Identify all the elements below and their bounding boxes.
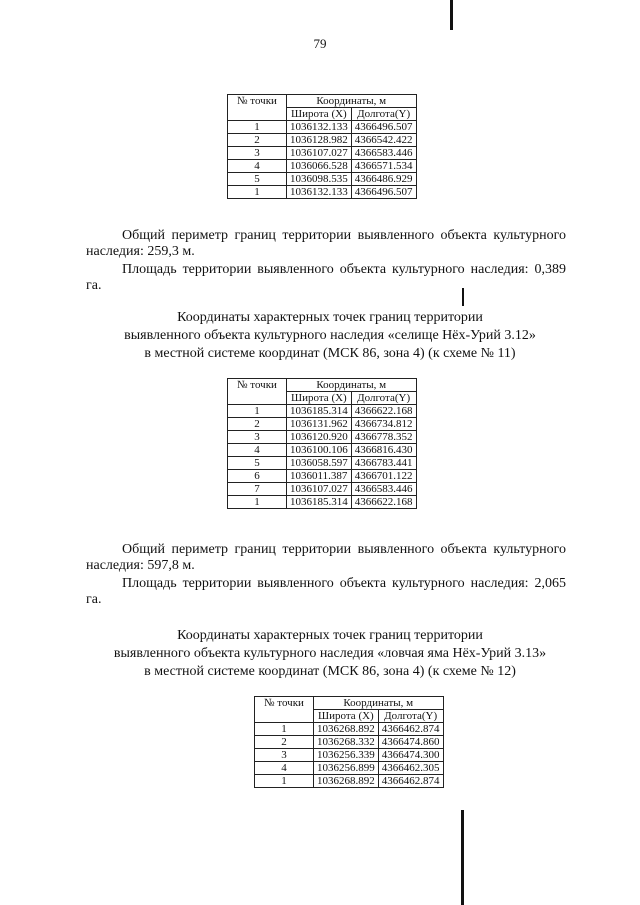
longitude-cell: 4366542.422 xyxy=(351,134,416,147)
longitude-cell: 4366462.305 xyxy=(378,762,443,775)
latitude-cell: 1036058.597 xyxy=(287,457,352,470)
section-heading-3-line-2: выявленного объекта культурного наследия «ловчая яма Нёх-Урий 3.13» xyxy=(113,646,547,661)
point-number-cell: 1 xyxy=(228,496,287,509)
longitude-cell: 4366622.168 xyxy=(351,496,416,509)
point-number-cell: 5 xyxy=(228,457,287,470)
point-number-cell: 6 xyxy=(228,470,287,483)
latitude-cell: 1036185.314 xyxy=(287,496,352,509)
header-coordinates: Координаты, м xyxy=(287,379,417,392)
longitude-cell: 4366778.352 xyxy=(351,431,416,444)
header-longitude: Долгота(Y) xyxy=(351,392,416,405)
table-row xyxy=(228,134,417,147)
longitude-cell: 4366783.441 xyxy=(351,457,416,470)
table-row xyxy=(228,496,417,509)
point-number-cell: 5 xyxy=(228,173,287,186)
table-row xyxy=(255,762,444,775)
table-row xyxy=(228,121,417,134)
latitude-cell: 1036256.899 xyxy=(314,762,379,775)
table-row xyxy=(228,160,417,173)
coordinates-table-3 xyxy=(254,696,444,788)
area-text-1: Площадь территории выявленного объекта культурного наследия: 0,389 га. xyxy=(86,262,566,293)
header-latitude: Широта (X) xyxy=(287,108,352,121)
section-heading-2-line-2: выявленного объекта культурного наследия «селище Нёх-Урий 3.12» xyxy=(124,328,536,343)
latitude-cell: 1036185.314 xyxy=(287,405,352,418)
table-row xyxy=(228,418,417,431)
point-number-cell: 1 xyxy=(255,775,314,788)
longitude-cell: 4366734.812 xyxy=(351,418,416,431)
header-longitude: Долгота(Y) xyxy=(351,108,416,121)
latitude-cell: 1036128.982 xyxy=(287,134,352,147)
header-coordinates: Координаты, м xyxy=(287,95,417,108)
point-number-cell: 2 xyxy=(228,134,287,147)
longitude-cell: 4366496.507 xyxy=(351,186,416,199)
header-latitude: Широта (X) xyxy=(314,710,379,723)
scan-artifact-top xyxy=(450,0,453,30)
section-heading-3-line-3: в местной системе координат (МСК 86, зона 4) (к схеме № 12) xyxy=(144,664,516,679)
longitude-cell: 4366583.446 xyxy=(351,483,416,496)
table-row xyxy=(228,457,417,470)
longitude-cell: 4366462.874 xyxy=(378,723,443,736)
header-latitude: Широта (X) xyxy=(287,392,352,405)
table-row xyxy=(228,431,417,444)
point-number-cell: 3 xyxy=(255,749,314,762)
table-row xyxy=(228,147,417,160)
latitude-cell: 1036011.387 xyxy=(287,470,352,483)
point-number-cell: 4 xyxy=(228,444,287,457)
point-number-cell: 3 xyxy=(228,431,287,444)
page-number: 79 xyxy=(313,36,327,51)
longitude-cell: 4366474.300 xyxy=(378,749,443,762)
point-number-cell: 1 xyxy=(228,121,287,134)
latitude-cell: 1036132.133 xyxy=(287,121,352,134)
area-text-2: Площадь территории выявленного объекта культурного наследия: 2,065 га. xyxy=(86,576,566,607)
coordinates-table-2 xyxy=(227,378,417,509)
table-row xyxy=(228,405,417,418)
longitude-cell: 4366622.168 xyxy=(351,405,416,418)
latitude-cell: 1036132.133 xyxy=(287,186,352,199)
latitude-cell: 1036107.027 xyxy=(287,483,352,496)
latitude-cell: 1036268.332 xyxy=(314,736,379,749)
table-row xyxy=(255,736,444,749)
longitude-cell: 4366816.430 xyxy=(351,444,416,457)
section-heading-3-line-1: Координаты характерных точек границ территории xyxy=(177,628,483,643)
longitude-cell: 4366571.534 xyxy=(351,160,416,173)
point-number-cell: 4 xyxy=(228,160,287,173)
header-point-number: № точки xyxy=(255,697,314,723)
table-row xyxy=(228,186,417,199)
point-number-cell: 1 xyxy=(228,405,287,418)
longitude-cell: 4366496.507 xyxy=(351,121,416,134)
latitude-cell: 1036256.339 xyxy=(314,749,379,762)
table-row xyxy=(228,173,417,186)
header-point-number: № точки xyxy=(228,95,287,121)
latitude-cell: 1036131.962 xyxy=(287,418,352,431)
section-heading-2-line-3: в местной системе координат (МСК 86, зона 4) (к схеме № 11) xyxy=(144,346,516,361)
latitude-cell: 1036107.027 xyxy=(287,147,352,160)
longitude-cell: 4366474.860 xyxy=(378,736,443,749)
table-row xyxy=(255,775,444,788)
longitude-cell: 4366701.122 xyxy=(351,470,416,483)
header-coordinates: Координаты, м xyxy=(314,697,444,710)
latitude-cell: 1036268.892 xyxy=(314,723,379,736)
latitude-cell: 1036098.535 xyxy=(287,173,352,186)
header-point-number: № точки xyxy=(228,379,287,405)
latitude-cell: 1036268.892 xyxy=(314,775,379,788)
longitude-cell: 4366462.874 xyxy=(378,775,443,788)
table-row xyxy=(228,470,417,483)
scan-artifact-bottom xyxy=(461,810,464,905)
point-number-cell: 1 xyxy=(255,723,314,736)
table-row xyxy=(255,723,444,736)
coordinates-table-1 xyxy=(227,94,417,199)
table-row xyxy=(228,483,417,496)
point-number-cell: 2 xyxy=(228,418,287,431)
point-number-cell: 4 xyxy=(255,762,314,775)
latitude-cell: 1036100.106 xyxy=(287,444,352,457)
perimeter-text-2: Общий периметр границ территории выявленного объекта культурного наследия: 597,8 м. xyxy=(86,542,566,573)
latitude-cell: 1036120.920 xyxy=(287,431,352,444)
perimeter-text-1: Общий периметр границ территории выявленного объекта культурного наследия: 259,3 м. xyxy=(86,228,566,259)
longitude-cell: 4366486.929 xyxy=(351,173,416,186)
point-number-cell: 2 xyxy=(255,736,314,749)
table-row xyxy=(228,444,417,457)
point-number-cell: 1 xyxy=(228,186,287,199)
point-number-cell: 3 xyxy=(228,147,287,160)
longitude-cell: 4366583.446 xyxy=(351,147,416,160)
latitude-cell: 1036066.528 xyxy=(287,160,352,173)
table-row xyxy=(255,749,444,762)
point-number-cell: 7 xyxy=(228,483,287,496)
header-longitude: Долгота(Y) xyxy=(378,710,443,723)
section-heading-2-line-1: Координаты характерных точек границ территории xyxy=(177,310,483,325)
